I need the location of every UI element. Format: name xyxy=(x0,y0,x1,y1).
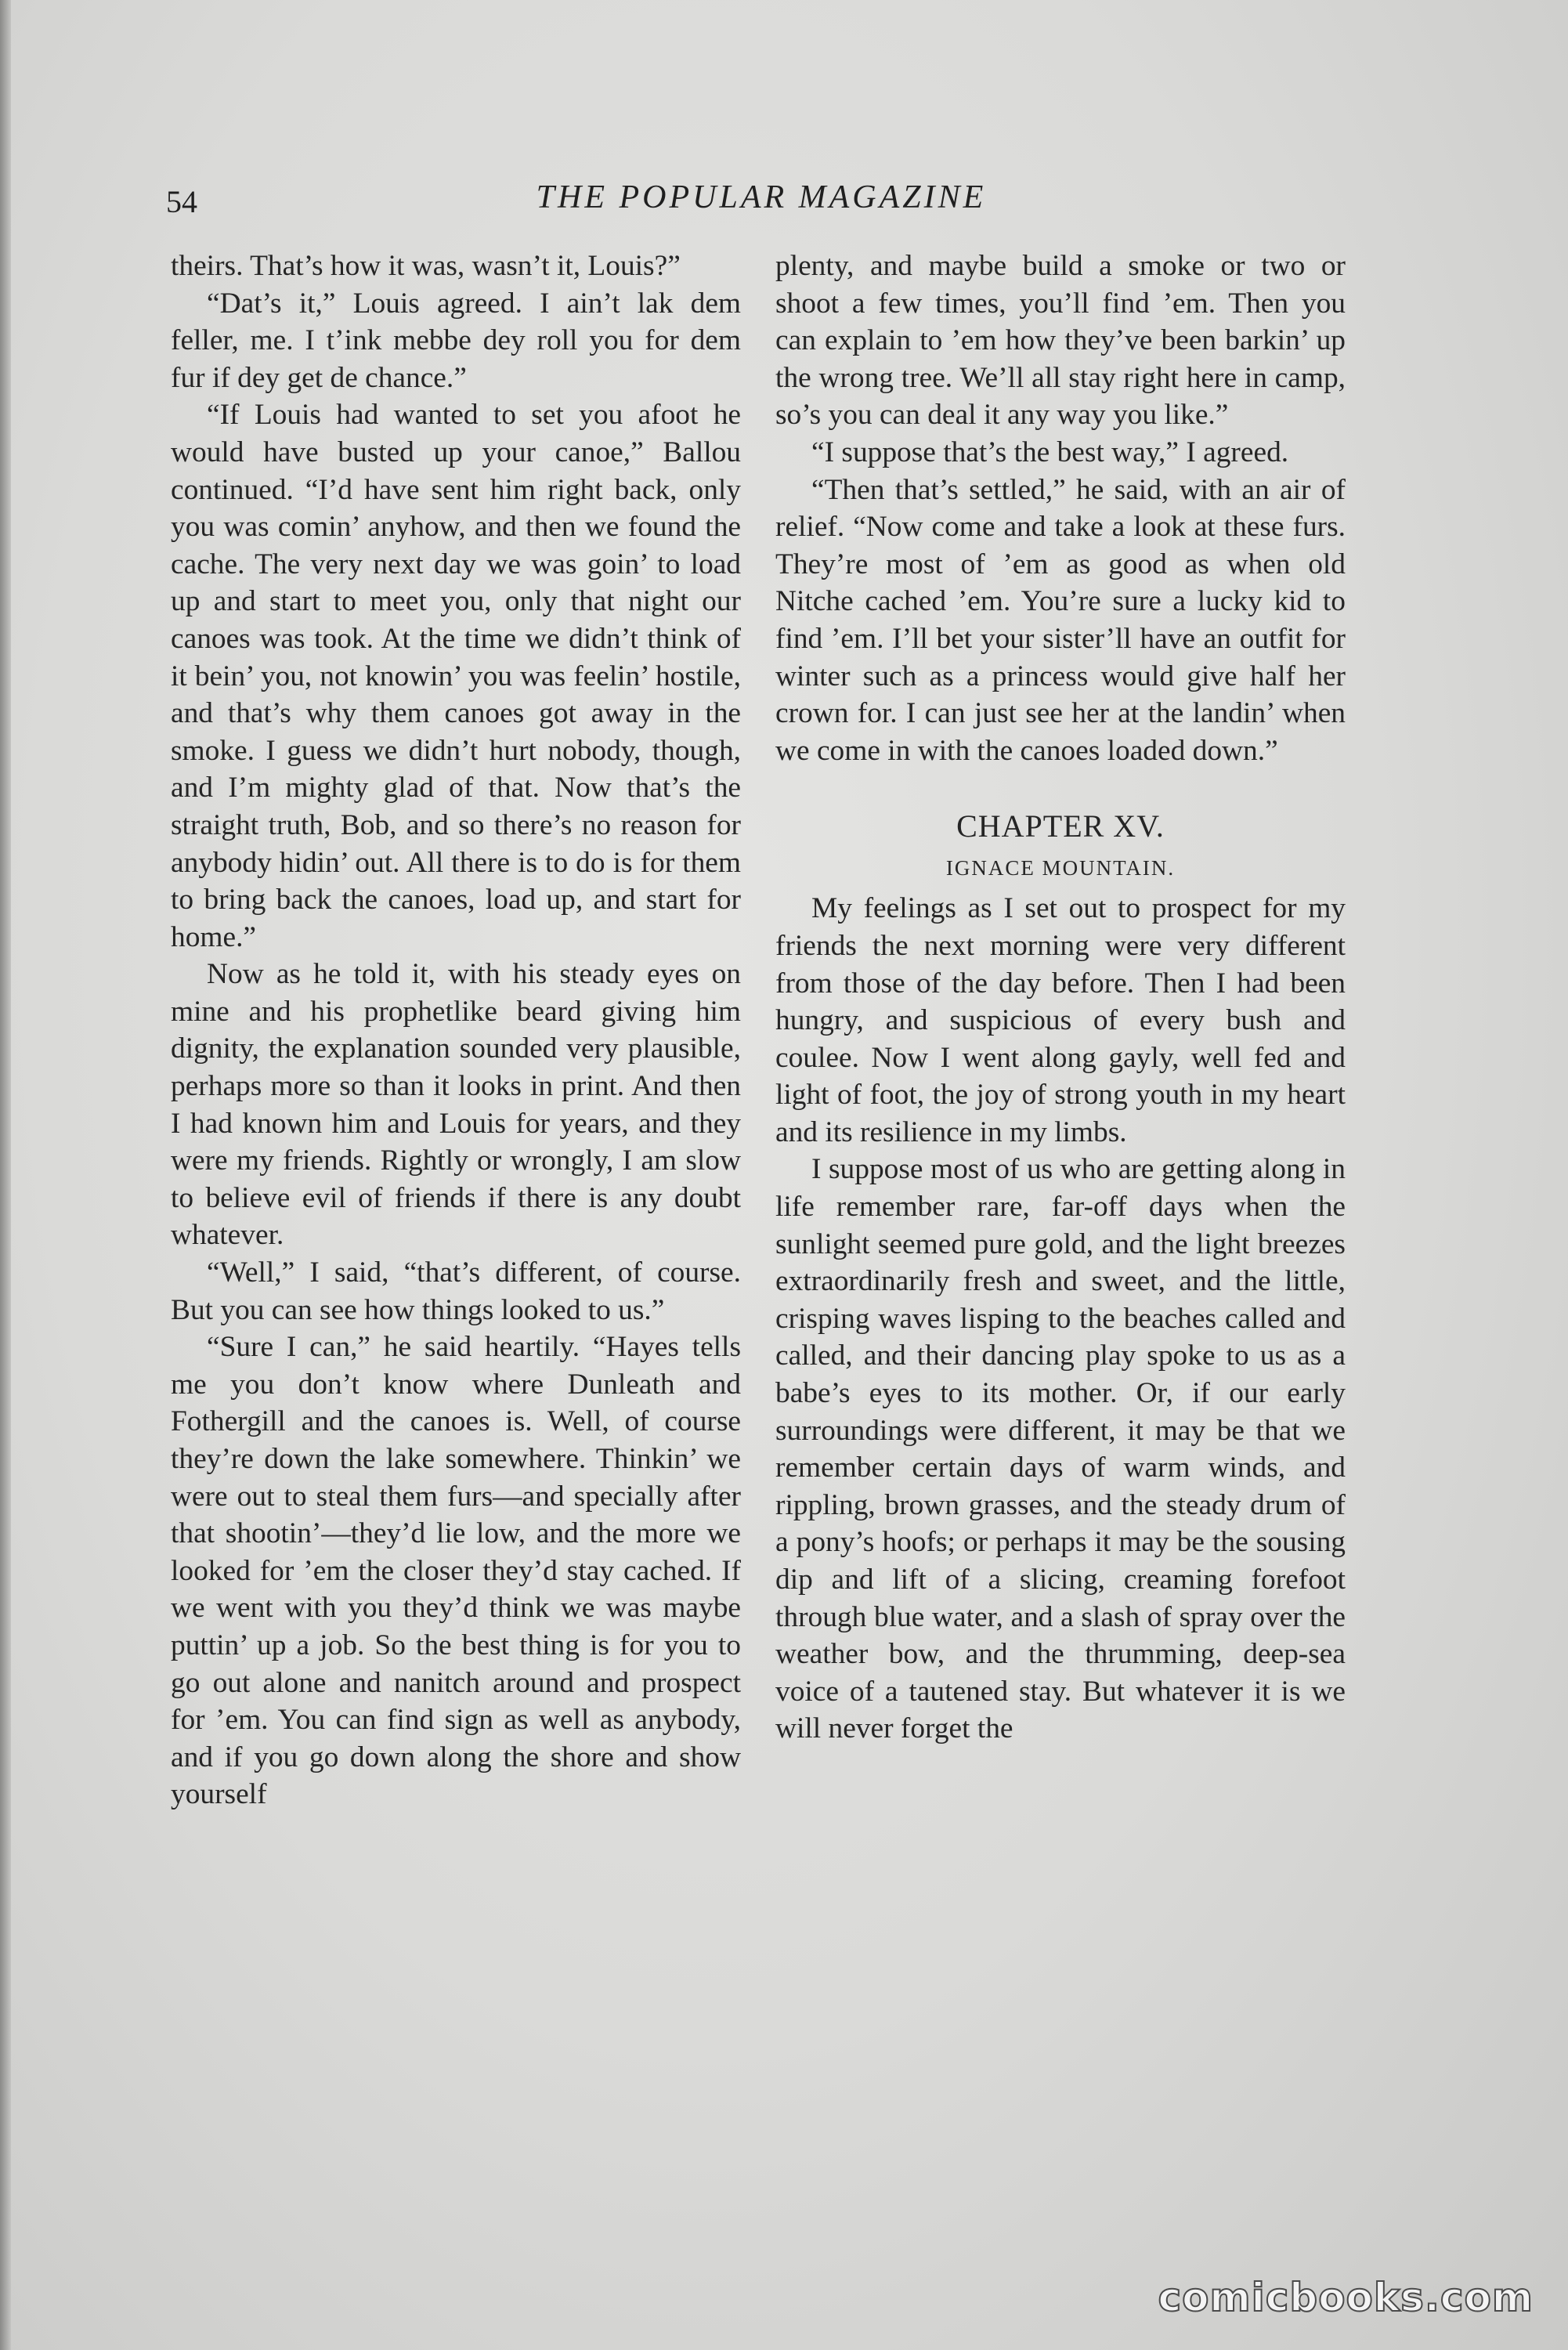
paragraph: plenty, and maybe build a smoke or two or shoot a few times, you’ll find ’em. Then you can explain to ’em how they’ve been barkin’ up the wrong tree. We’ll all stay right here in camp, so’s you can deal it any way you like.” xyxy=(775,250,1346,432)
page-number: 54 xyxy=(166,184,197,219)
paragraph: “Then that’s settled,” he said, with an air of relief. “Now come and take a look at these furs. They’re most of ’em as good as when old Nitche cached ’em. You’re sure a lucky kid to find ’em. I’ll bet your sister’ll have an outfit for winter such as a princess would give half her crown for. I can just see her at the landin’ when we come in with the canoes loaded down.” xyxy=(775,473,1346,767)
paragraph: “I suppose that’s the best way,” I agreed. xyxy=(811,436,1289,468)
running-title: THE POPULAR MAGAZINE xyxy=(536,179,987,215)
right-column xyxy=(775,248,1346,1748)
left-column xyxy=(171,248,741,1813)
page-edge xyxy=(0,0,11,2350)
paragraph: “Well,” I said, “that’s different, of course. But you can see how things looked to us.” xyxy=(171,1256,741,1326)
paragraph: theirs. That’s how it was, wasn’t it, Louis?” xyxy=(171,250,681,282)
paragraph: I suppose most of us who are getting along in life remember rare, far-off days when the sunlight seemed pure gold, and the light breezes extraordinarily fresh and sweet, and the little, crisping waves lisping to the beaches called and called, and their dancing play spoke to us as a babe’s eyes to its mother. Or, if our early surroundings were different, it may be that we remember certain days of warm winds, and rippling, brown grasses, and the steady drum of a pony’s hoofs; or perhaps it may be the sousing dip and lift of a slicing, creaming forefoot through blue water, and a slash of spray over the weather bow, and the thrumming, deep-sea voice of a tautened stay. But whatever it is we will never forget the xyxy=(775,1153,1346,1745)
chapter-subtitle: IGNACE MOUNTAIN. xyxy=(945,856,1176,880)
watermark-logo: comicbooks.com xyxy=(1158,2275,1534,2320)
paragraph: “Dat’s it,” Louis agreed. I ain’t lak dem feller, me. I t’ink mebbe dey roll you for dem fur if dey get de chance.” xyxy=(171,287,741,394)
paragraph: “Sure I can,” he said heartily. “Hayes tells me you don’t know where Dunleath and Fothergill and the canoes is. Well, of course they’re down the lake somewhere. Thinkin’ we were out to steal them furs—and specially after that shootin’—they’d lie low, and the more we looked for ’em the closer they’d stay cached. If we went with you they’d think we was maybe puttin’ up a job. So the best thing is for you to go out alone and nanitch around and prospect for ’em. You can find sign as well as anybody, and if you go down along the shore and show yourself xyxy=(171,1331,741,1811)
paragraph: “If Louis had wanted to set you afoot he would have busted up your canoe,” Ballou continued. “I’d have sent him right back, only you was comin’ anyhow, and then we found the cache. The very next day we was goin’ to load up and start to meet you, only that night our canoes was took. At the time we didn’t think of it bein’ you, not knowin’ you was feelin’ hostile, and that’s why them canoes got away in the smoke. I guess we didn’t hurt nobody, though, and I’m mighty glad of that. Now that’s the straight truth, Bob, and so there’s no reason for anybody hidin’ out. All there is to do is for them to bring back the canoes, load up, and start for home.” xyxy=(171,399,741,953)
paragraph: Now as he told it, with his steady eyes on mine and his prophetlike beard giving him dignity, the explanation sounded very plausible, perhaps more so than it looks in print. And then I had known him and Louis for years, and they were my friends. Rightly or wrongly, I am slow to believe evil of friends if there is any doubt whatever. xyxy=(171,958,741,1252)
page-header xyxy=(166,179,1357,226)
paragraph: My feelings as I set out to prospect for my friends the next morning were very different from those of the day before. Then I had been hungry, and suspicious of every bush and coulee. Now I went along gayly, well fed and light of foot, the joy of strong youth in my heart and its resilience in my limbs. xyxy=(775,892,1346,1148)
chapter-title: CHAPTER XV. xyxy=(956,808,1165,844)
